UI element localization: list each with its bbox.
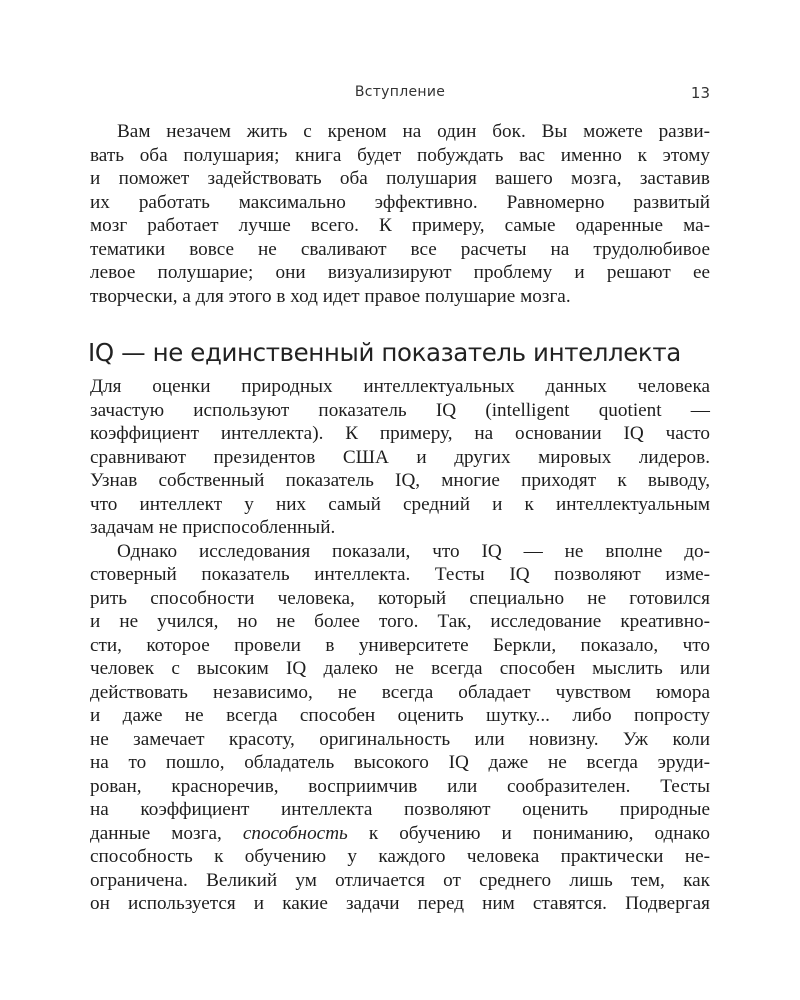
- text-line: левое полушарие; они визуализируют проблему и решают ее: [90, 262, 710, 283]
- text-line: действовать независимо, не всегда обладает чувством юмора: [90, 681, 710, 703]
- text-line: и не учился, но не более того. Так, исследование креативно-: [90, 611, 710, 632]
- text-line: зачастую используют показатель IQ (intelligent quotient —: [90, 399, 710, 421]
- text-line: что интеллект у них самый средний и к интеллектуальным: [90, 493, 710, 515]
- text-segment: данные мозга,: [90, 822, 243, 844]
- text-segment: к обучению и пониманию, однако: [347, 822, 710, 844]
- text-line: он используется и какие задачи перед ним ставятся. Подвергая: [90, 893, 710, 914]
- text-line: сти, которое провели в университете Беркли, показало, что: [90, 634, 710, 656]
- text-line: задачам не приспособленный.: [90, 517, 336, 538]
- paragraph: [90, 540, 710, 916]
- text-line: Узнав собственный показатель IQ, многие приходят к выводу,: [90, 470, 710, 491]
- text-line: человек с высоким IQ далеко не всегда способен мыслить или: [90, 658, 710, 679]
- running-head: [90, 84, 710, 106]
- text-line: мозг работает лучше всего. К примеру, самые одаренные ма-: [90, 215, 710, 236]
- text-line: и даже не всегда способен оценить шутку... либо попросту: [90, 705, 710, 726]
- paragraph: [90, 120, 710, 308]
- intro-paragraph: [90, 120, 710, 308]
- text-line: не замечает красоту, оригинальность или новизну. Уж коли: [90, 728, 710, 750]
- emphasized-text: способность: [242, 822, 348, 844]
- text-line: на коэффициент интеллекта позволяют оценить природные: [90, 799, 710, 820]
- text-line: их работать максимально эффективно. Равномерно развитый: [90, 191, 710, 213]
- text-line: рить способности человека, который специально не готовился: [90, 587, 710, 609]
- text-line: способность к обучению у каждого человека практически не-: [90, 846, 710, 867]
- section-heading: IQ — не единственный показатель интеллекта: [88, 338, 681, 367]
- text-line: и поможет задействовать оба полушария вашего мозга, заставив: [90, 168, 710, 189]
- text-line: ограничена. Великий ум отличается от среднего лишь тем, как: [90, 869, 710, 891]
- text-line: коэффициент интеллекта). К примеру, на основании IQ часто: [90, 423, 710, 444]
- text-line: Однако исследования показали, что IQ — не вполне до-: [117, 540, 710, 562]
- section-body: [90, 375, 710, 916]
- text-line: сравнивают президентов США и других мировых лидеров.: [90, 446, 710, 468]
- paragraph: [90, 375, 710, 540]
- page-number: 13: [690, 84, 710, 102]
- text-line: рован, красноречив, восприимчив или сообразителен. Тесты: [90, 775, 710, 797]
- text-line: на то пошло, обладатель высокого IQ даже не всегда эруди-: [90, 752, 710, 773]
- text-line: творчески, а для этого в ход идет правое полушарие мозга.: [90, 285, 571, 307]
- text-line: стоверный показатель интеллекта. Тесты IQ позволяют изме-: [90, 564, 710, 585]
- text-line: вать оба полушария; книга будет побуждать вас именно к этому: [90, 144, 710, 166]
- text-line: Вам незачем жить с креном на один бок. Вы можете разви-: [117, 121, 710, 142]
- text-line: Для оценки природных интеллектуальных данных человека: [90, 376, 710, 397]
- text-line: [90, 822, 710, 846]
- running-head-title: Вступление: [354, 84, 446, 100]
- text-line: тематики вовсе не сваливают все расчеты на трудолюбивое: [90, 238, 710, 260]
